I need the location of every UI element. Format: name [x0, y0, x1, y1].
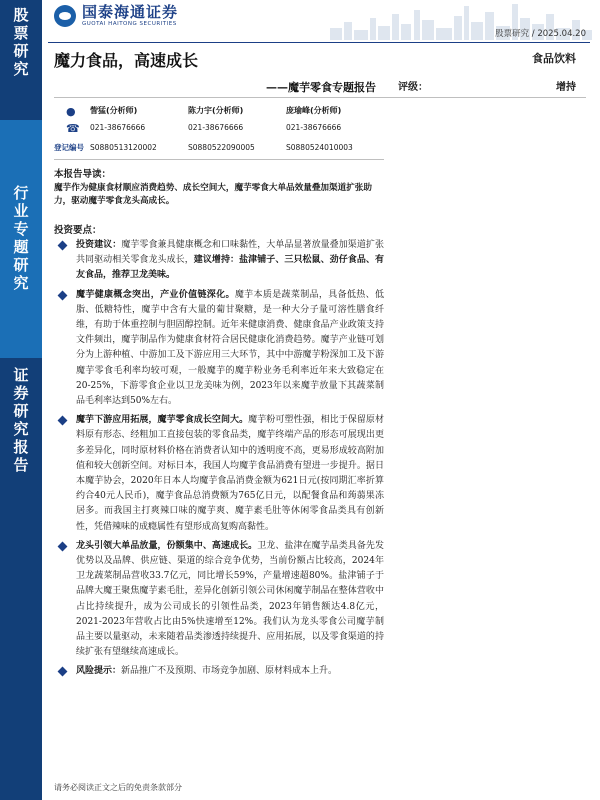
point-bold-lead: 风险提示：	[76, 666, 122, 677]
logo-icon	[54, 5, 76, 27]
bullet-diamond-icon	[58, 541, 68, 551]
analyst-name: 訾猛(分析师)	[90, 106, 138, 115]
bullet-diamond-icon	[58, 667, 68, 677]
logo-chinese-name: 国泰海通证券	[82, 3, 179, 21]
registration-label: 登记编号	[54, 143, 84, 152]
point-bold-tail: 建议增持：盐津铺子、三只松鼠、劲仔食品、有友食品，推荐卫龙美味。	[76, 255, 384, 281]
header-divider	[48, 42, 590, 43]
analyst-registration-id: S0880522090005	[188, 143, 255, 152]
point-bold-lead: 魔芋下游应用拓展，魔芋零食成长空间大。	[76, 415, 249, 426]
analyst-name: 庞瑜峰(分析师)	[286, 106, 342, 115]
bullet-diamond-icon	[58, 241, 68, 251]
left-sidebar	[0, 0, 42, 800]
investment-point	[54, 238, 384, 284]
investment-points-list	[54, 238, 384, 684]
company-logo	[54, 4, 178, 27]
sidebar-label: 行业专题研究	[13, 184, 29, 292]
point-text: 魔芋本质是蔬菜制品，具备低热、低脂、低糖特性，魔芋中含有大量的葡甘聚糖，是一种大分子量可溶性膳食纤维，有助于体重控制与胆固醇控制。近年来健康消费、健康食品产业政策支持文件频出，魔芋制品作为健康食材符合居民健康化消费趋势。魔芋产业链可划分为上游种植、中游加工及下游应用三大环节，其中中游魔芋粉深加工及下游魔芋零食毛利率均较可观，一般魔芋的魔芋粉业务毛利率近年来大致稳定在20-25%，下游零食企业以卫龙美味为例，2023年以来魔芋放量下其蔬菜制品毛利率达到50%左右。	[76, 289, 384, 407]
rating-value: 增持	[556, 82, 576, 93]
analyst-card	[286, 104, 386, 155]
rating-label: 评级：	[398, 82, 428, 93]
investment-point	[54, 288, 384, 410]
point-bold-lead: 龙头引领大单品放量，份额集中、高速成长。	[76, 540, 258, 551]
point-text: 新品推广不及预期、市场竞争加剧、原材料成本上升。	[121, 666, 338, 677]
point-text: 魔芋粉可塑性强，相比于保留原材料原有形态、经粗加工直接包装的零食品类，魔芋终端产品的形态可展现出更多差异化，同时原材料价格在消费者认知中的透明度不高，更易形成较高附加值和较大创新空间。对标日本，我国人均魔芋食品消费有望进一步提升。据日本魔芋协会，2020年日本人均魔芋食品消费金额为621日元(按同期汇率折算约合40元人民币)，魔芋食品总消费额为765亿日元，以配餐食品和蒟蒻果冻居多。而我国主打爽辣口味的魔芋爽、魔芋素毛肚等休闲零食品类具有创新性，凭借辣味的成瘾属性有望形成高复购高黏性。	[76, 415, 384, 532]
sidebar-section-securities-report	[0, 358, 42, 800]
bullet-diamond-icon	[58, 416, 68, 426]
investment-point	[54, 539, 384, 661]
bullet-diamond-icon	[58, 290, 68, 300]
intro-heading: 本报告导读：	[54, 169, 112, 180]
sidebar-section-stock-research	[0, 0, 42, 120]
analyst-card	[90, 104, 190, 155]
sidebar-label: 证券研究报告	[13, 366, 29, 474]
investment-points-heading: 投资要点：	[54, 225, 102, 236]
investment-point	[54, 413, 384, 535]
point-text: 魔芋零食兼具健康概念和口味黏性，大单品显著放量叠加渠道扩张共同驱动相关零食龙头成长，	[76, 240, 384, 266]
intro-text: 魔芋作为健康食材顺应消费趋势、成长空间大，魔芋零食大单品效量叠加渠道扩张助力，驱动魔芋零食龙头高成长。	[54, 183, 372, 206]
analyst-phone: 021-38676666	[286, 123, 342, 132]
logo-english-name: GUOTAI HAITONG SECURITIES	[82, 21, 177, 27]
sector-label: 食品饮料	[532, 52, 576, 65]
sidebar-label: 股票研究	[13, 6, 29, 78]
person-icon: ●	[66, 105, 76, 118]
analyst-phone: 021-38676666	[188, 123, 244, 132]
analyst-registration-id: S0880524010003	[286, 143, 353, 152]
report-type-date: 股票研究 / 2025.04.20	[495, 29, 586, 39]
phone-icon: ☎	[66, 122, 80, 135]
title-divider	[54, 97, 586, 98]
analyst-card	[188, 104, 288, 155]
analyst-block	[54, 104, 384, 156]
point-text: 卫龙、盐津在魔芋品类具备先发优势以及品牌、供应链、渠道的综合竞争优势，当前份额占比较高，2024年卫龙蔬菜制品营收33.7亿元，同比增长59%，产量增速超80%。盐津铺子于品牌大魔王聚焦魔芋素毛肚，差异化创新引领公司休闲魔芋制品在整体营收中占比持续提升，成为公司成长的引领性品类，2023年销售额达4.8亿元，2021-2023年营收占比由5%快速增至12%。我们认为龙头零食公司魔芋制品主要以量驱动，未来随着品类渗透持续提升、应用拓展，以及零食渠道的持续扩张有望继续高速成长。	[76, 540, 384, 658]
point-bold-lead: 魔芋健康概念突出，产业价值链深化。	[76, 289, 235, 300]
point-bold-lead: 投资建议：	[76, 240, 122, 250]
disclaimer-footer: 请务必阅读正文之后的免责条款部分	[54, 783, 182, 792]
sidebar-section-industry-research	[0, 120, 42, 358]
investment-point	[54, 664, 384, 679]
report-subtitle: ——魔芋零食专题报告	[266, 81, 376, 94]
analyst-divider	[54, 159, 384, 160]
analyst-name: 陈力宇(分析师)	[188, 106, 244, 115]
analyst-phone: 021-38676666	[90, 123, 146, 132]
analyst-registration-id: S0880513120002	[90, 143, 157, 152]
report-title: 魔力食品，高速成长	[54, 51, 199, 70]
